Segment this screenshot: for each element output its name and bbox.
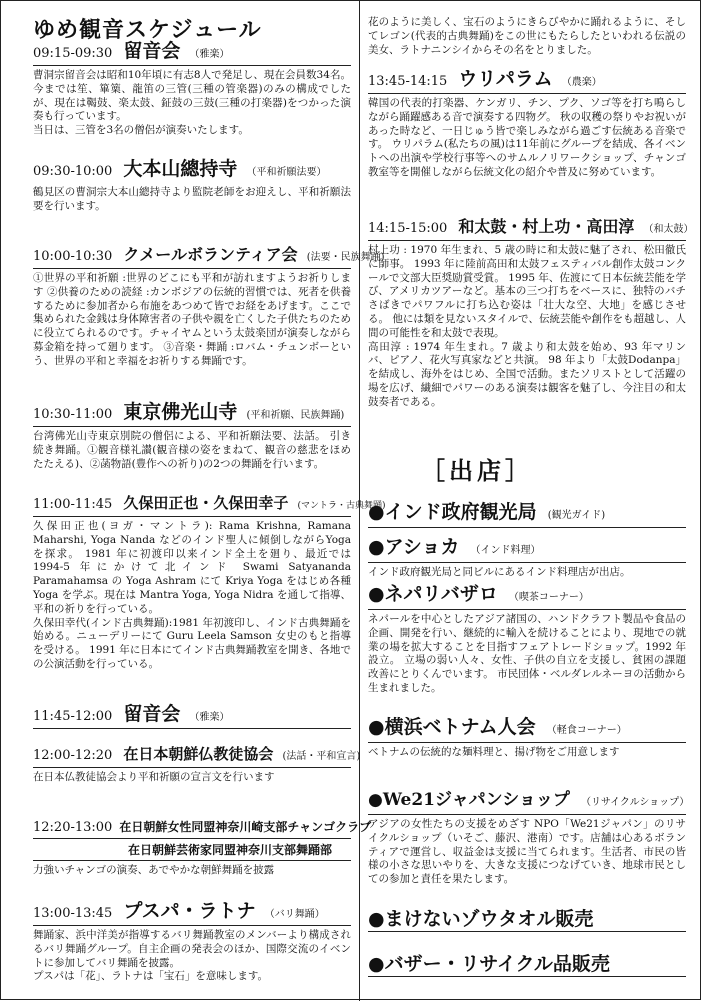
entry-header bbox=[33, 744, 361, 768]
shop-category: （リサイクルショップ） bbox=[581, 797, 690, 808]
entry-paragraph: 久保田正也(ヨガ・マントラ): Rama Krishna, Ramana Maharshi, Yoga Nanda などのインド聖人に傾倒しながらYoga を探求。 1981 年に初渡印以来インド全土を廻り、最近では 1994-5 年にかけて北インド Swami Satyananda Paramahamsa の Yoga Ashram にて Kriya Yoga をはじめ各種 Yoga を学ぶ。現在は Mantra Yoga, Yoga Nidra を通して指導、平和の祈りを行っている。 bbox=[33, 520, 351, 615]
entry-header bbox=[368, 69, 686, 94]
entry-paragraph: 鶴見区の曹洞宗大本山總持寺より監院老師をお迎えし、平和祈願法要を行います。 bbox=[33, 186, 351, 212]
shop-paragraph: インド政府観光局と同ビルにあるインド料理店が出店。 bbox=[368, 566, 631, 578]
page-title: ゆめ観音スケジュール bbox=[33, 17, 262, 43]
shop-name: ●アショカ bbox=[368, 536, 460, 558]
entry-paragraph: プスパは「花」、ラトナは「宝石」を意味します。 bbox=[33, 970, 268, 983]
entry-time: 09:15-09:30 bbox=[33, 46, 113, 61]
shop-name: ●We21ジャパンショップ bbox=[368, 790, 570, 810]
schedule-entry-4 bbox=[33, 493, 386, 672]
entry-paragraph: 曹洞宗留音会は昭和10年頃に有志8人で発足し、現在会員数34名。今までは笙、篳篥、龍笛の三管(三種の管楽器)のみの構成でしたが、現在は鞨鼓、楽太鼓、鉦鼓の三鼓(三種の打楽器)をつかった演奏も行っています。 bbox=[33, 69, 351, 123]
shop-paragraph: ベトナムの伝統的な麺料理と、揚げ物をご用意します bbox=[368, 746, 620, 758]
entry-paragraph: 舞踊家、浜中洋美が指導するバリ舞踊教室のメンバーより構成されるバリ舞踊グループ。自主企画の発表会のほか、国際交流のイベントに参加してバリ舞踊を披露。 bbox=[33, 929, 351, 969]
entry-body bbox=[33, 864, 351, 878]
entry-name: 東京佛光山寺 bbox=[123, 401, 238, 423]
right-intro bbox=[368, 13, 686, 57]
shop-category: (観光ガイド) bbox=[547, 510, 606, 521]
entry-body bbox=[33, 929, 351, 984]
shop-category: （喫茶コーナー） bbox=[508, 592, 589, 603]
shop-header bbox=[368, 536, 686, 563]
entry-category: （バリ舞踊） bbox=[264, 909, 325, 920]
entry-header-secondary bbox=[33, 839, 351, 861]
entry-paragraph: ①世界の平和祈願 :世界のどこにも平和が訪れますようお祈りします ②供養のための読経 :カンボジアの伝統的習慣では、死者を供養するために参加者から布施をあつめて皆でお経をあげます。ここで集められた金銭は身体障害者の子供や親を亡くした子供たちのために役立てられるのです。チャイヤムという太鼓楽団が演奏しながら募金箱を持って廻ります。 ③音楽・舞踊 :ロバム・チュンボーという、世界の平和と幸福をお祈りする舞踊です。 bbox=[33, 272, 351, 367]
entry-header bbox=[33, 41, 351, 66]
schedule-entry-8 bbox=[33, 901, 351, 984]
entry-paragraph: 力強いチャンゴの演奏、あでやかな朝鮮舞踊を披露 bbox=[33, 864, 275, 876]
entry-category: （雅楽） bbox=[189, 49, 230, 60]
entry-name: 留音会 bbox=[123, 40, 181, 62]
entry-name: 大本山總持寺 bbox=[123, 158, 238, 180]
shop-0 bbox=[368, 501, 686, 528]
entry-name: 在日本朝鮮仏教徒協会 bbox=[123, 745, 274, 763]
entry-body bbox=[33, 430, 351, 471]
entry-paragraph: 村上功 : 1970 年生まれ、5 歳の時に和太鼓に魅了され、松田徹氏に師事。 1993 年に陸前高田和太鼓フェスティバル創作太鼓コンクールで文部大臣奨励賞受賞。 1995 年、佐渡にて日本伝統芸能を学び、アメリカツアーなど。基本の三つ打ちをベースに、独特のバチさばきでパワフルに打ち込む姿は「壮大な空、大地」を感じさせる。 他には類を見ないスタイルで、伝統芸能や創作をも超越し、人間の可能性を和太鼓で表現。 bbox=[368, 244, 686, 339]
entry-name: クメールボランティア会 bbox=[123, 245, 298, 264]
shop-name: ●ネパリバザロ bbox=[368, 583, 498, 605]
entry-name: 留音会 bbox=[123, 703, 181, 725]
entry-name: ウリパラム bbox=[458, 68, 553, 90]
entry-time: 10:30-11:00 bbox=[33, 407, 113, 422]
shop-header bbox=[368, 501, 686, 528]
schedule-entry-9 bbox=[368, 69, 686, 180]
schedule-entry-7 bbox=[33, 816, 372, 878]
entry-category: （雅楽） bbox=[189, 712, 230, 723]
schedule-entry-3 bbox=[33, 402, 351, 471]
entry-category: (法要・民族舞踊) bbox=[306, 252, 385, 263]
shop-body bbox=[368, 746, 686, 760]
shops-section-title: ［出店］ bbox=[421, 456, 533, 485]
shop-body bbox=[368, 818, 686, 887]
shop-name: ●バザー・リサイクル品販売 bbox=[368, 953, 610, 975]
entry-paragraph: 高田淳 : 1974 年生まれ。7 歳より和太鼓を始め、93 年マリンバ、ピアノ、花火写真家などと共演。 98 年より「太鼓Dodanpa」を結成し、海外をはじめ、全国で活動。またソリストとして活躍の場を広げ、繊細でパワーのある演奏は観客を魅了し、今注目の和太鼓奏者である。 bbox=[368, 340, 686, 408]
shop-1 bbox=[368, 536, 686, 580]
entry-paragraph: 台湾佛光山寺東京別院の僧侶による、平和祈願法要、法話。 引き続き舞踊。①観音様礼讃(観音様の姿をまねて、観音の慈悲をほめたたえる)、②菡物語(豊作への祈り)の2つの舞踊を行います。 bbox=[33, 430, 351, 470]
entry-paragraph: 当日は、三管を3名の僧侶が演奏いたします。 bbox=[33, 124, 249, 137]
entry-header bbox=[368, 217, 694, 241]
entry-body bbox=[33, 272, 351, 369]
shop-name: ●横浜ベトナム人会 bbox=[368, 716, 536, 738]
shop-header bbox=[368, 789, 690, 815]
entry-category: (マントラ・古典舞踊) bbox=[297, 501, 386, 511]
entry-name: 在日朝鮮女性同盟神奈川崎支部チャンゴクラブ bbox=[119, 820, 372, 834]
entry-time: 09:30-10:00 bbox=[33, 164, 113, 179]
entry-body bbox=[368, 244, 686, 410]
schedule-entry-2 bbox=[33, 245, 385, 369]
entry-body bbox=[33, 69, 351, 138]
shop-2 bbox=[368, 583, 686, 696]
shop-header bbox=[368, 716, 686, 743]
entry-name: 久保田正也・久保田幸子 bbox=[123, 494, 289, 512]
shop-name: ●まけないゾウタオル販売 bbox=[368, 908, 594, 930]
schedule-entry-0 bbox=[33, 41, 351, 138]
entry-header bbox=[33, 402, 351, 427]
entry-name: 和太鼓・村上功・高田淳 bbox=[458, 217, 635, 236]
entry-header bbox=[33, 245, 385, 269]
entry-category: (法話・平和宣言) bbox=[282, 751, 361, 762]
schedule-entry-10 bbox=[368, 217, 694, 410]
entry-time: 11:45-12:00 bbox=[33, 709, 113, 724]
entry-time: 12:00-12:20 bbox=[33, 748, 113, 763]
entry-paragraph: 在日本仏教徒協会より平和祈願の宣言文を行います bbox=[33, 771, 275, 783]
shop-body bbox=[368, 613, 686, 696]
entry-body bbox=[33, 520, 351, 672]
shop-6 bbox=[368, 953, 686, 977]
entry-time: 14:15-15:00 bbox=[368, 221, 448, 236]
shop-paragraph: アジアの女性たちの支援をめざす NPO「We21ジャパン」のリサイクルショップ（いそご、藤沢、港南）です。店舗は心あるボランティアで運営し、収益金は支援に当てられます。生活者、市民の皆様の小さな思いやりを、大きな支援につなげていき、地球市民としての参加と責任を果たします。 bbox=[368, 818, 686, 886]
schedule-entry-5 bbox=[33, 704, 351, 729]
entry-paragraph: 韓国の代表的打楽器、ケンガリ、チン、プク、ソゴ等を打ち鳴らしながら踊躍感ある音で演奏する四物グ。 秋の収穫の祭りやお祝いがあった時など、一日じゅう皆で楽しみながら過ごす伝統ある音楽です。 ウリパラム(私たちの風)は11年前にグループを結成、各イベントへの出演や学校行事等へのサムルノリワークショップ、チャンゴ教室等を開催しながら伝統文化の紹介や普及に努めています。 bbox=[368, 97, 686, 178]
entry-paragraph: 久保田幸代(インド古典舞踊):1981 年初渡印し、インド古典舞踊を始める。ニューデリーにて Guru Leela Samson 女史のもと指導を受ける。 1991 年に日本にてインド古典舞踊教室を開き、各地での公演活動を行っている。 bbox=[33, 616, 351, 670]
shop-3 bbox=[368, 716, 686, 760]
shop-header bbox=[368, 583, 686, 610]
shop-name: ●インド政府観光局 bbox=[368, 501, 537, 523]
entry-category: (平和祈願、民族舞踊) bbox=[246, 410, 345, 421]
entry-header bbox=[33, 816, 372, 839]
shop-category: （軽食コーナー） bbox=[546, 725, 627, 736]
entry-header bbox=[33, 704, 351, 729]
entry-name: プスパ・ラトナ bbox=[123, 900, 256, 922]
entry-time: 12:20-13:00 bbox=[33, 820, 113, 835]
entry-time: 10:00-10:30 bbox=[33, 249, 113, 264]
shop-5 bbox=[368, 908, 686, 932]
schedule-entry-6 bbox=[33, 744, 361, 785]
schedule-entry-1 bbox=[33, 159, 351, 214]
entry-time: 13:45-14:15 bbox=[368, 74, 448, 89]
entry-category: （和太鼓） bbox=[643, 224, 694, 235]
entry-category: （平和祈願法要） bbox=[246, 167, 327, 178]
entry-name-secondary: 在日朝鮮芸術家同盟神奈川支部舞踊部 bbox=[128, 843, 333, 857]
entry-body bbox=[33, 186, 351, 214]
shop-category: （インド料理） bbox=[470, 545, 541, 556]
entry-category: （農楽） bbox=[561, 77, 602, 88]
shop-body bbox=[368, 566, 686, 580]
shop-header bbox=[368, 953, 686, 977]
entry-header bbox=[33, 493, 386, 517]
shop-4 bbox=[368, 789, 690, 887]
entry-header bbox=[33, 159, 351, 183]
shop-paragraph: ネパールを中心としたアジア諸国の、ハンドクラフト製品や食品の企画、開発を行い、継続的に輸入を続けることにより、現地での就業の場を拡大することを目指すフェアトレードショップ。1992 年設立。 立場の弱い人々、女性、子供の自立を支援し、貧困の課題改善にとりくんでいます。 市民団体・ベルダレルネーヨの活動から生まれました。 bbox=[368, 613, 686, 694]
entry-body bbox=[368, 97, 686, 180]
entry-header bbox=[33, 901, 351, 926]
intro-paragraph: 花のように美しく、宝石のようにきらびやかに踊れるように、そしてレゴン(代表的古典舞踊)をこの世にもたらしたといわれる伝説の美女、ラトナニンシイからその名をとりました。 bbox=[368, 16, 686, 56]
entry-time: 13:00-13:45 bbox=[33, 906, 113, 921]
entry-time: 11:00-11:45 bbox=[33, 497, 113, 512]
entry-body bbox=[33, 771, 351, 785]
shop-header bbox=[368, 908, 686, 932]
